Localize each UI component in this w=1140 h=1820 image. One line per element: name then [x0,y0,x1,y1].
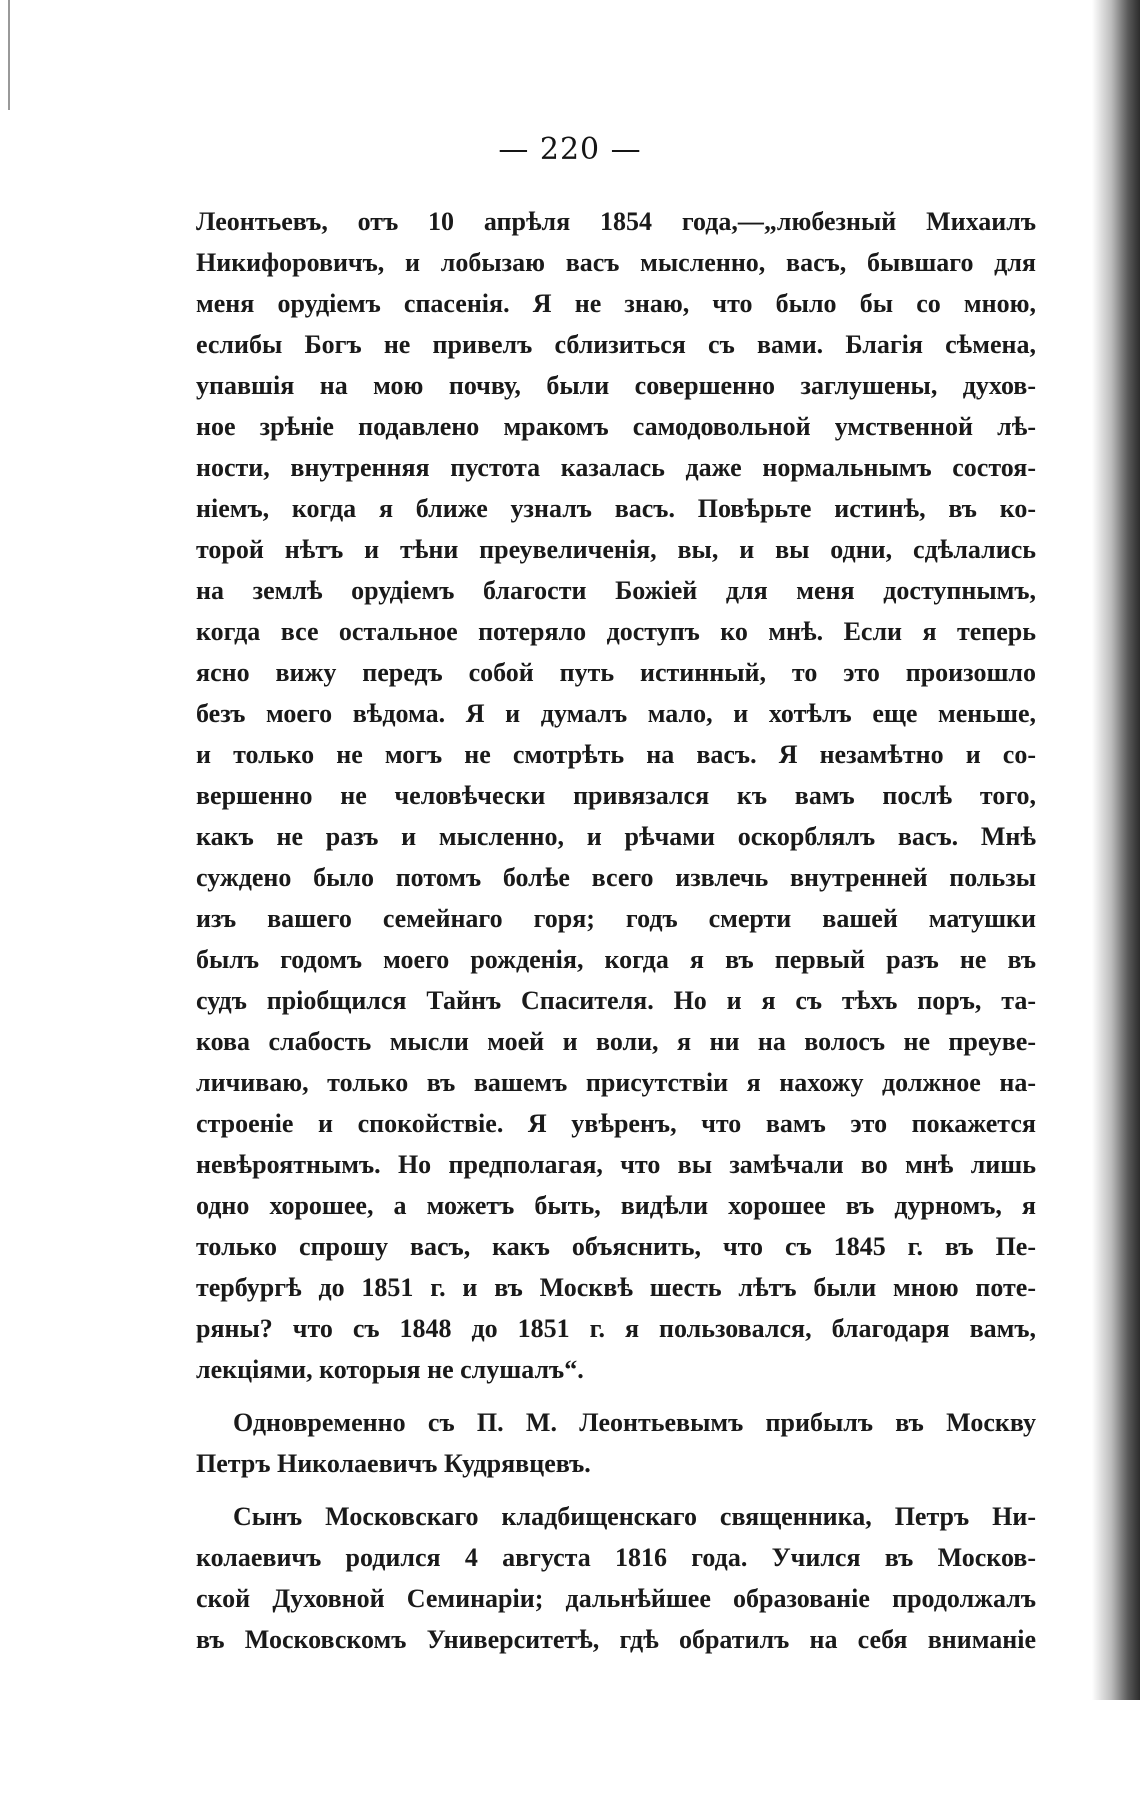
text-line: строеніе и спокойствіе. Я увѣренъ, что вамъ это покажется [196,1109,1036,1138]
text-line: только спрошу васъ, какъ объяснить, что съ 1845 г. въ Пе- [196,1232,1036,1261]
page-gutter-shadow [1092,0,1140,1700]
text-line: меня орудіемъ спасенія. Я не знаю, что было бы со мною, [196,289,1036,318]
text-line: одно хорошее, а можетъ быть, видѣли хорошее въ дурномъ, я [196,1191,1036,1220]
text-line: изъ вашего семейнаго горя; годъ смерти вашей матушки [196,904,1036,933]
text-line: торой нѣтъ и тѣни преувеличенія, вы, и вы одни, сдѣлались [196,535,1036,564]
text-line: Сынъ Московскаго кладбищенскаго священника, Петръ Ни- [233,1502,1036,1531]
text-line: Никифоровичъ, и лобызаю васъ мысленно, васъ, бывшаго для [196,248,1036,277]
text-line: Петръ Николаевичъ Кудрявцевъ. [196,1449,591,1478]
text-line: ясно вижу передъ собой путь истинный, то это произошло [196,658,1036,687]
text-line: какъ не разъ и мысленно, и рѣчами оскорблялъ васъ. Мнѣ [196,822,1036,851]
page-number: — 220 — [498,132,642,167]
text-line: ное зрѣніе подавлено мракомъ самодовольной умственной лѣ- [196,412,1036,441]
text-line: безъ моего вѣдома. Я и думалъ мало, и хотѣлъ еще меньше, [196,699,1036,728]
text-line: и только не могъ не смотрѣть на васъ. Я незамѣтно и со- [196,740,1036,769]
paragraph-kudryavtsev-arrival [196,1402,1036,1484]
text-line: колаевичъ родился 4 августа 1816 года. Учился въ Москов- [196,1543,1036,1572]
text-line: былъ годомъ моего рожденія, когда я въ первый разъ не въ [196,945,1036,974]
text-line: въ Московскомъ Университетѣ, гдѣ обратилъ на себя вниманіе [196,1625,1036,1654]
text-line: на землѣ орудіемъ благости Божіей для меня доступнымъ, [196,576,1036,605]
text-line: лекціями, которыя не слушалъ“. [196,1355,584,1384]
scan-edge-mark [8,0,10,110]
text-line: ряны? что съ 1848 до 1851 г. я пользовался, благодаря вамъ, [196,1314,1036,1343]
text-line: еслибы Богъ не привелъ сблизиться съ вами. Благія сѣмена, [196,330,1036,359]
text-line: упавшія на мою почву, были совершенно заглушены, духов- [196,371,1036,400]
text-line: ности, внутренняя пустота казалась даже нормальнымъ состоя- [196,453,1036,482]
text-line: Леонтьевъ, отъ 10 апрѣля 1854 года,—„любезный Михаилъ [196,207,1036,236]
text-line: тербургѣ до 1851 г. и въ Москвѣ шесть лѣтъ были мною поте- [196,1273,1036,1302]
text-line: Одновременно съ П. М. Леонтьевымъ прибылъ въ Москву [233,1408,1036,1437]
body-text [196,201,1036,1660]
text-line: невѣроятнымъ. Но предполагая, что вы замѣчали во мнѣ лишь [196,1150,1036,1179]
text-line: кова слабость мысли моей и воли, я ни на волосъ не преуве- [196,1027,1036,1056]
text-line: ской Духовной Семинаріи; дальнѣйшее образованіе продолжалъ [196,1584,1036,1613]
text-line: когда все остальное потеряло доступъ ко мнѣ. Если я теперь [196,617,1036,646]
text-line: личиваю, только въ вашемъ присутствіи я нахожу должное на- [196,1068,1036,1097]
text-line: вершенно не человѣчески привязался къ вамъ послѣ того, [196,781,1036,810]
paragraph-kudryavtsev-bio [196,1496,1036,1660]
text-line: судъ пріобщился Тайнъ Спасителя. Но и я съ тѣхъ поръ, та- [196,986,1036,1015]
text-line: ніемъ, когда я ближе узналъ васъ. Повѣрьте истинѣ, въ ко- [196,494,1036,523]
text-line: суждено было потомъ болѣе всего извлечь внутренней пользы [196,863,1036,892]
paragraph-letter-quote [196,201,1036,1390]
